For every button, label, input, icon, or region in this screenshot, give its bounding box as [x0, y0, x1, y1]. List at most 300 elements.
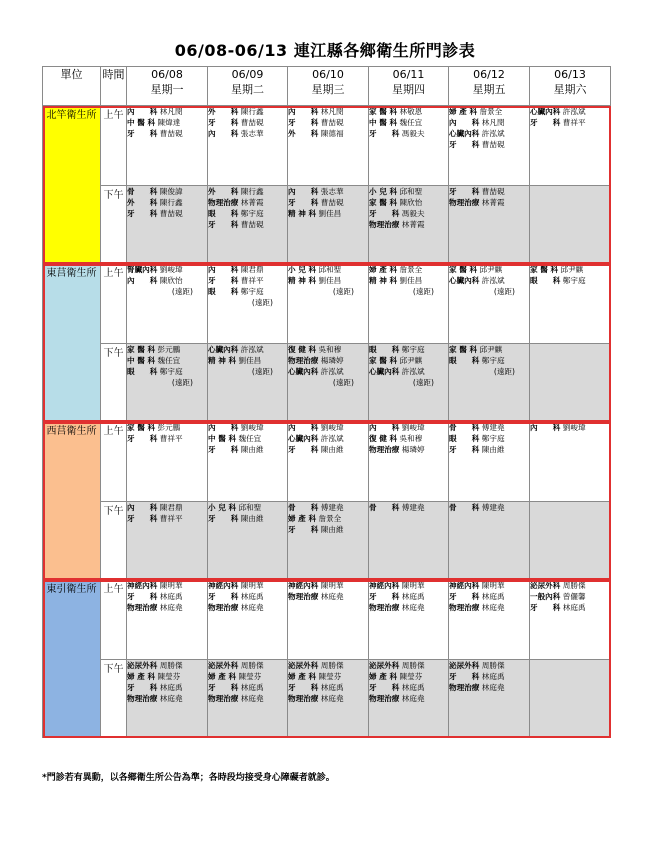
- doctor-entry: [127, 502, 207, 513]
- doctor-name: 陳俊諱: [159, 187, 183, 196]
- doctor-entry: [369, 580, 448, 591]
- doctor-name: 魏任宜: [238, 434, 262, 443]
- doctor-entry: [449, 502, 529, 513]
- doctor-name: 楊璘婷: [320, 356, 344, 365]
- doctor-name: 林菁霞: [401, 220, 425, 229]
- doctor-name: 邱和聖: [399, 187, 423, 196]
- schedule-cell: [208, 264, 288, 344]
- doctor-entry: [208, 128, 287, 139]
- doctor-entry: [127, 264, 207, 275]
- doctor-name: 傅建堯: [401, 503, 425, 512]
- department: 物理治療: [369, 694, 400, 703]
- schedule-row: [43, 502, 611, 580]
- department: 家 醫 科: [449, 265, 478, 274]
- doctor-name: 陳君鼎: [159, 503, 183, 512]
- department: 內 科: [208, 129, 239, 138]
- department: 眼 科: [208, 209, 239, 218]
- telemedicine-note: [127, 286, 207, 297]
- department: 精 神 科: [288, 276, 317, 285]
- schedule-cell: [449, 186, 530, 264]
- day-date: 06/11: [392, 68, 425, 81]
- schedule-cell: [288, 502, 369, 580]
- department: 小 兒 科: [288, 265, 317, 274]
- schedule-cell: [208, 186, 288, 264]
- schedule-cell: [288, 106, 369, 186]
- doctor-entry: [208, 433, 287, 444]
- schedule-cell: [530, 344, 611, 422]
- doctor-name: 劉佳昌: [318, 209, 342, 218]
- doctor-entry: [449, 591, 529, 602]
- day-weekday: 星期六: [553, 83, 587, 96]
- schedule-cell: [449, 580, 530, 660]
- department: 物理治療: [127, 694, 158, 703]
- doctor-name: 曹喆硯: [481, 187, 505, 196]
- department: 婦 產 科: [449, 107, 478, 116]
- doctor-entry: [208, 355, 287, 366]
- department: 牙 科: [208, 514, 239, 523]
- doctor-entry: [208, 275, 287, 286]
- doctor-entry: [449, 106, 529, 117]
- department: 牙 科: [369, 592, 400, 601]
- department: 眼 科: [449, 434, 480, 443]
- doctor-entry: [208, 264, 287, 275]
- doctor-name: 林菁霞: [481, 198, 505, 207]
- department: 牙 科: [369, 209, 400, 218]
- department: 眼 科: [449, 356, 480, 365]
- telemedicine-note: [208, 366, 287, 377]
- doctor-entry: [449, 128, 529, 139]
- doctor-entry: [369, 275, 448, 286]
- doctor-name: 詹景全: [479, 107, 503, 116]
- doctor-name: 陳欣怡: [399, 198, 423, 207]
- department: 婦 產 科: [127, 672, 156, 681]
- note-text: (遠距): [412, 378, 434, 387]
- doctor-entry: [369, 344, 448, 355]
- department: 神經內科: [449, 581, 480, 590]
- doctor-name: 周勝傑: [401, 661, 425, 670]
- department: 心臟內科: [288, 367, 319, 376]
- day-date: 06/12: [473, 68, 505, 81]
- doctor-entry: [208, 513, 287, 524]
- doctor-name: 林庭禹: [159, 592, 183, 601]
- doctor-entry: [127, 186, 207, 197]
- schedule-row: [43, 660, 611, 738]
- department: 內 科: [369, 423, 400, 432]
- department: 牙 科: [127, 683, 158, 692]
- doctor-name: 林庭堯: [159, 603, 183, 612]
- department: 家 醫 科: [369, 107, 398, 116]
- department: 牙 科: [208, 276, 239, 285]
- doctor-entry: [369, 682, 448, 693]
- telemedicine-note: [449, 366, 529, 377]
- unit-name: 西莒衛生所: [43, 422, 101, 580]
- doctor-entry: [288, 660, 368, 671]
- doctor-name: 彭元鵬: [157, 345, 181, 354]
- department: 骨 科: [127, 187, 158, 196]
- doctor-name: 陳行鑫: [159, 198, 183, 207]
- doctor-entry: [288, 591, 368, 602]
- doctor-name: 劉佳昌: [318, 276, 342, 285]
- doctor-name: 林庭堯: [159, 694, 183, 703]
- schedule-cell: [530, 502, 611, 580]
- department: 物理治療: [288, 694, 319, 703]
- doctor-entry: [449, 264, 529, 275]
- doctor-entry: [208, 682, 287, 693]
- schedule-cell: [127, 422, 208, 502]
- doctor-entry: [288, 513, 368, 524]
- doctor-entry: [127, 671, 207, 682]
- department: 牙 科: [288, 198, 319, 207]
- schedule-row: [43, 580, 611, 660]
- doctor-name: 鄭宇庭: [240, 287, 264, 296]
- doctor-name: 林庭堯: [481, 683, 505, 692]
- department: 牙 科: [449, 672, 480, 681]
- department: 中 醫 科: [127, 356, 156, 365]
- schedule-cell: [449, 660, 530, 738]
- department: 牙 科: [208, 445, 239, 454]
- schedule-cell: [288, 186, 369, 264]
- note-text: (遠距): [171, 287, 193, 296]
- doctor-name: 曹喆硯: [159, 129, 183, 138]
- doctor-name: 許泓斌: [562, 107, 586, 116]
- doctor-name: 陳瑩芬: [318, 672, 342, 681]
- doctor-entry: [288, 117, 368, 128]
- doctor-entry: [127, 197, 207, 208]
- department: 中 醫 科: [208, 434, 237, 443]
- doctor-name: 陳行鑫: [240, 187, 264, 196]
- doctor-name: 林庭禹: [320, 683, 344, 692]
- telemedicine-note: [208, 297, 287, 308]
- doctor-entry: [288, 344, 368, 355]
- department: 眼 科: [127, 367, 158, 376]
- doctor-entry: [449, 660, 529, 671]
- department: 泌尿外科: [208, 661, 239, 670]
- department: 精 神 科: [288, 209, 317, 218]
- doctor-name: 鄭宇庭: [481, 356, 505, 365]
- doctor-name: 劉峻瑋: [320, 423, 344, 432]
- doctor-name: 陳煒達: [157, 118, 181, 127]
- schedule-row: [43, 422, 611, 502]
- doctor-entry: [288, 502, 368, 513]
- department: 心臟內科: [449, 129, 480, 138]
- doctor-name: 陳明華: [401, 581, 425, 590]
- day-weekday: 星期四: [392, 83, 425, 96]
- doctor-entry: [369, 117, 448, 128]
- doctor-entry: [449, 602, 529, 613]
- day-weekday: 星期三: [311, 83, 345, 96]
- doctor-entry: [127, 580, 207, 591]
- doctor-entry: [208, 219, 287, 230]
- department: 內 科: [288, 423, 319, 432]
- schedule-cell: [369, 186, 449, 264]
- doctor-entry: [208, 422, 287, 433]
- doctor-name: 鄭宇庭: [401, 345, 425, 354]
- schedule-body: [43, 106, 611, 738]
- note-text: (遠距): [412, 287, 434, 296]
- doctor-name: 林庭禹: [562, 603, 586, 612]
- doctor-entry: [449, 344, 529, 355]
- unit-name: 北竿衛生所: [43, 106, 101, 264]
- footnote: *門診若有異動，以各鄉衛生所公告為準；各時段均接受身心障礙者就診。: [42, 773, 335, 783]
- doctor-entry: [208, 693, 287, 704]
- doctor-entry: [369, 433, 448, 444]
- doctor-entry: [530, 275, 610, 286]
- department: 泌尿外科: [127, 661, 158, 670]
- period-label: 下午: [101, 502, 127, 580]
- doctor-name: 邱尹麒: [560, 265, 584, 274]
- doctor-name: 陳瑩芬: [157, 672, 181, 681]
- department: 復 健 科: [369, 434, 398, 443]
- department: 外 科: [288, 129, 319, 138]
- department: 眼 科: [530, 276, 561, 285]
- doctor-entry: [369, 197, 448, 208]
- doctor-entry: [530, 117, 610, 128]
- period-label: 上午: [101, 580, 127, 660]
- department: 心臟內科: [288, 434, 319, 443]
- period-label: 上午: [101, 106, 127, 186]
- doctor-entry: [530, 264, 610, 275]
- doctor-name: 劉佳昌: [399, 276, 423, 285]
- department: 神經內科: [288, 581, 319, 590]
- doctor-entry: [369, 219, 448, 230]
- doctor-name: 林庭堯: [481, 603, 505, 612]
- department: 婦 產 科: [369, 672, 398, 681]
- doctor-entry: [449, 580, 529, 591]
- schedule-cell: [288, 264, 369, 344]
- note-text: (遠距): [251, 367, 273, 376]
- doctor-entry: [288, 355, 368, 366]
- schedule-cell: [530, 580, 611, 660]
- doctor-entry: [288, 264, 368, 275]
- department: 外 科: [208, 107, 239, 116]
- doctor-name: 邱尹麒: [479, 265, 503, 274]
- doctor-name: 鄭宇庭: [159, 367, 183, 376]
- doctor-entry: [127, 682, 207, 693]
- doctor-entry: [127, 422, 207, 433]
- doctor-entry: [530, 591, 610, 602]
- doctor-name: 陳明華: [159, 581, 183, 590]
- doctor-name: 許泓斌: [320, 367, 344, 376]
- note-text: (遠距): [332, 378, 354, 387]
- department: 心臟內科: [449, 276, 480, 285]
- schedule-cell: [208, 106, 288, 186]
- department: 心臟內科: [530, 107, 561, 116]
- schedule-cell: [127, 186, 208, 264]
- doctor-name: 林庭堯: [320, 694, 344, 703]
- department: 牙 科: [449, 140, 480, 149]
- department: 家 醫 科: [127, 423, 156, 432]
- doctor-name: 許泓斌: [481, 276, 505, 285]
- doctor-entry: [208, 502, 287, 513]
- period-label: 下午: [101, 344, 127, 422]
- doctor-entry: [127, 366, 207, 377]
- department: 牙 科: [369, 129, 400, 138]
- schedule-cell: [530, 186, 611, 264]
- period-label: 下午: [101, 186, 127, 264]
- doctor-name: 陳由維: [240, 514, 264, 523]
- department: 物理治療: [127, 603, 158, 612]
- telemedicine-note: [127, 377, 207, 388]
- schedule-cell: [530, 106, 611, 186]
- doctor-name: 詹景全: [399, 265, 423, 274]
- doctor-name: 林庭禹: [240, 592, 264, 601]
- doctor-entry: [127, 344, 207, 355]
- schedule-cell: [530, 660, 611, 738]
- doctor-entry: [208, 671, 287, 682]
- doctor-name: 曹喆硯: [320, 118, 344, 127]
- schedule-cell: [369, 422, 449, 502]
- schedule-cell: [288, 344, 369, 422]
- doctor-entry: [449, 275, 529, 286]
- doctor-entry: [127, 660, 207, 671]
- doctor-name: 曹喆硯: [240, 220, 264, 229]
- doctor-name: 張志華: [240, 129, 264, 138]
- department: 牙 科: [530, 118, 561, 127]
- day-date: 06/09: [231, 68, 264, 81]
- doctor-name: 林庭禹: [401, 592, 425, 601]
- schedule-cell: [288, 580, 369, 660]
- doctor-name: 陳由維: [320, 525, 344, 534]
- doctor-entry: [127, 433, 207, 444]
- note-text: (遠距): [493, 367, 515, 376]
- telemedicine-note: [369, 377, 448, 388]
- schedule-cell: [127, 502, 208, 580]
- department: 物理治療: [449, 198, 480, 207]
- doctor-name: 傅建堯: [481, 503, 505, 512]
- doctor-name: 劉峻瑋: [401, 423, 425, 432]
- doctor-name: 林庭堯: [401, 694, 425, 703]
- doctor-name: 林凡閔: [159, 107, 183, 116]
- department: 眼 科: [208, 287, 239, 296]
- doctor-name: 許泓斌: [240, 345, 264, 354]
- doctor-name: 林凡閔: [320, 107, 344, 116]
- doctor-name: 魏任宜: [399, 118, 423, 127]
- department: 神經內科: [208, 581, 239, 590]
- department: 小 兒 科: [208, 503, 237, 512]
- schedule-cell: [288, 422, 369, 502]
- doctor-entry: [127, 208, 207, 219]
- doctor-name: 曾儷馨: [562, 592, 586, 601]
- doctor-name: 彭元鵬: [157, 423, 181, 432]
- doctor-entry: [208, 580, 287, 591]
- doctor-entry: [369, 208, 448, 219]
- doctor-entry: [369, 444, 448, 455]
- note-text: (遠距): [332, 287, 354, 296]
- doctor-name: 邱尹麒: [479, 345, 503, 354]
- doctor-entry: [530, 602, 610, 613]
- doctor-entry: [369, 422, 448, 433]
- department: 骨 科: [288, 503, 319, 512]
- doctor-entry: [449, 682, 529, 693]
- schedule-cell: [127, 264, 208, 344]
- doctor-entry: [449, 139, 529, 150]
- doctor-name: 劉峻瑋: [159, 265, 183, 274]
- doctor-name: 陳由維: [320, 445, 344, 454]
- doctor-entry: [208, 286, 287, 297]
- doctor-name: 陳由維: [481, 445, 505, 454]
- doctor-name: 林敬恩: [399, 107, 423, 116]
- schedule-cell: [208, 344, 288, 422]
- doctor-entry: [288, 208, 368, 219]
- department: 牙 科: [127, 434, 158, 443]
- schedule-cell: [208, 660, 288, 738]
- schedule-cell: [127, 106, 208, 186]
- doctor-entry: [449, 186, 529, 197]
- doctor-name: 林凡閔: [481, 118, 505, 127]
- doctor-entry: [127, 513, 207, 524]
- department: 泌尿外科: [288, 661, 319, 670]
- doctor-name: 許泓斌: [401, 367, 425, 376]
- doctor-entry: [369, 671, 448, 682]
- doctor-entry: [288, 444, 368, 455]
- telemedicine-note: [449, 286, 529, 297]
- department: 物理治療: [208, 603, 239, 612]
- doctor-entry: [288, 186, 368, 197]
- doctor-name: 陳君鼎: [240, 265, 264, 274]
- doctor-entry: [127, 591, 207, 602]
- department: 心臟內科: [369, 367, 400, 376]
- doctor-name: 邱和聖: [318, 265, 342, 274]
- schedule-cell: [369, 344, 449, 422]
- department: 內 科: [530, 423, 561, 432]
- schedule-row: [43, 106, 611, 186]
- doctor-entry: [369, 502, 448, 513]
- department: 牙 科: [288, 118, 319, 127]
- day-header: [530, 67, 611, 106]
- department: 牙 科: [208, 220, 239, 229]
- doctor-name: 陳明華: [320, 581, 344, 590]
- schedule-cell: [369, 264, 449, 344]
- doctor-name: 周勝傑: [562, 581, 586, 590]
- doctor-entry: [369, 693, 448, 704]
- schedule-cell: [369, 660, 449, 738]
- doctor-name: 邱尹麒: [399, 356, 423, 365]
- doctor-name: 傅建堯: [320, 503, 344, 512]
- day-weekday: 星期一: [150, 83, 184, 96]
- doctor-name: 林庭堯: [320, 592, 344, 601]
- doctor-name: 曹喆硯: [240, 118, 264, 127]
- period-label: 上午: [101, 422, 127, 502]
- department: 眼 科: [369, 345, 400, 354]
- department: 泌尿外科: [369, 661, 400, 670]
- department: 物理治療: [208, 198, 239, 207]
- doctor-name: 曹喆硯: [481, 140, 505, 149]
- doctor-name: 劉峻瑋: [562, 423, 586, 432]
- doctor-entry: [288, 433, 368, 444]
- doctor-name: 周勝傑: [240, 661, 264, 670]
- doctor-entry: [208, 660, 287, 671]
- day-weekday: 星期二: [231, 83, 264, 96]
- doctor-name: 鄭宇庭: [481, 434, 505, 443]
- department: 牙 科: [449, 592, 480, 601]
- doctor-name: 魏任宜: [157, 356, 181, 365]
- doctor-name: 曹祥平: [159, 514, 183, 523]
- doctor-entry: [127, 355, 207, 366]
- doctor-entry: [449, 671, 529, 682]
- department: 家 醫 科: [127, 345, 156, 354]
- department: 牙 科: [127, 209, 158, 218]
- doctor-name: 鄭宇庭: [562, 276, 586, 285]
- department: 小 兒 科: [369, 187, 398, 196]
- day-header: [127, 67, 208, 106]
- department: 骨 科: [369, 503, 400, 512]
- doctor-entry: [208, 106, 287, 117]
- doctor-name: 林菁霞: [240, 198, 264, 207]
- telemedicine-note: [369, 286, 448, 297]
- department: 牙 科: [530, 603, 561, 612]
- department: 婦 產 科: [208, 672, 237, 681]
- doctor-name: 陳由維: [240, 445, 264, 454]
